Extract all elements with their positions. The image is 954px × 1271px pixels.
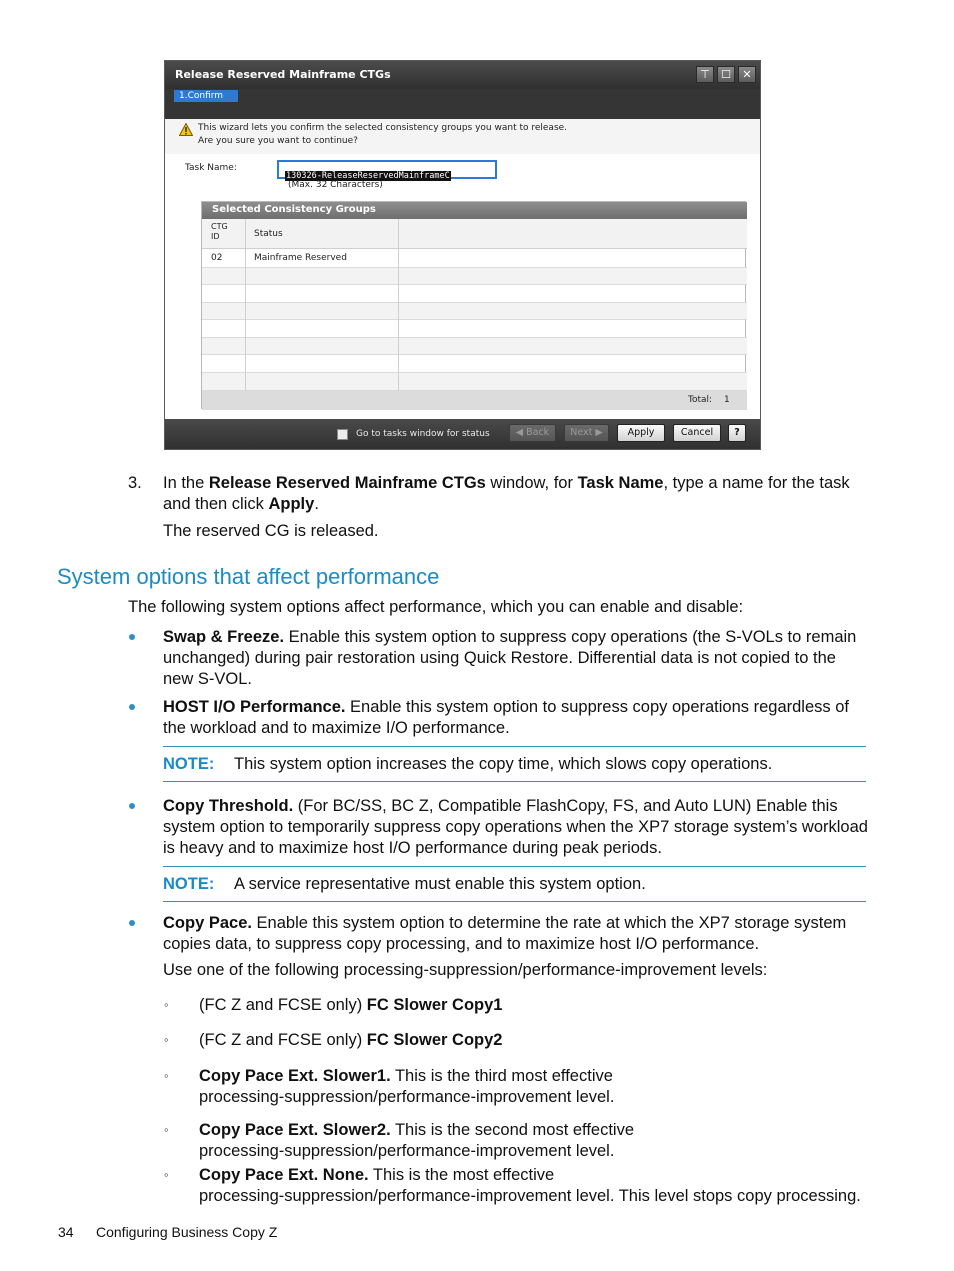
chevron-right-icon: ▶: [592, 427, 603, 438]
back-label: Back: [526, 427, 550, 438]
col-ctg-line1[interactable]: CTG: [211, 222, 228, 231]
task-name-input[interactable]: [277, 160, 497, 179]
bullet-dot: [129, 704, 135, 710]
bullet1-line3: new S-VOL.: [163, 670, 252, 688]
table-row: [202, 303, 747, 321]
step-confirm: 1.Confirm: [174, 90, 238, 102]
sub-bullet-2: (FC Z and FCSE only) FC Slower Copy2: [199, 1031, 503, 1049]
col-ctg-line2[interactable]: ID: [211, 232, 220, 241]
note2-text: A service representative must enable this system option.: [234, 875, 646, 893]
chapter-title: Configuring Business Copy Z: [96, 1224, 278, 1240]
release-ctgs-window: [164, 60, 761, 450]
warning-icon: [179, 123, 193, 136]
table-row: [202, 285, 747, 303]
bullet3-line3: is heavy and to maximize host I/O performance during peak periods.: [163, 839, 662, 857]
step3-line1: In the Release Reserved Mainframe CTGs window, for Task Name, type a name for the task: [163, 474, 850, 492]
note-label: NOTE:: [163, 875, 215, 893]
column-divider: [245, 219, 246, 391]
sub-bullet-marker: ◦: [164, 997, 169, 1012]
sub-bullet-5-line2: processing-suppression/performance-improvement level. This level stops copy processing.: [199, 1187, 861, 1205]
bullet-dot: [129, 803, 135, 809]
section-title: System options that affect performance: [57, 564, 440, 589]
apply-button[interactable]: Apply: [617, 424, 665, 442]
chevron-left-icon: ◀: [515, 427, 527, 438]
table-row: [202, 338, 747, 356]
wizard-footer: [165, 419, 761, 450]
next-button[interactable]: [564, 424, 609, 442]
sub-bullet-marker: ◦: [164, 1032, 169, 1047]
status-cell: Mainframe Reserved: [254, 253, 347, 263]
table-row: [202, 320, 747, 338]
task-name-label: Task Name:: [185, 163, 237, 173]
note-label: NOTE:: [163, 755, 215, 773]
sub-bullet-3-line2: processing-suppression/performance-improvement level.: [199, 1088, 615, 1106]
window-title: Release Reserved Mainframe CTGs: [165, 61, 761, 89]
bullet-dot: [129, 920, 135, 926]
bullet2-line2: the workload and to maximize I/O performance.: [163, 719, 510, 737]
close-icon[interactable]: ✕: [738, 66, 756, 83]
sub-bullet-marker: ◦: [164, 1068, 169, 1083]
back-button[interactable]: [509, 424, 556, 442]
bullet4-line2: copies data, to suppress copy processing, and to maximize host I/O performance.: [163, 935, 760, 953]
go-to-tasks-checkbox[interactable]: [337, 429, 348, 440]
note-rule-bottom: [163, 781, 866, 782]
section-intro: The following system options affect performance, which you can enable and disable:: [128, 598, 744, 616]
help-button[interactable]: ?: [728, 424, 746, 442]
task-name-value: 130326-ReleaseReservedMainframeC: [286, 171, 450, 181]
maximize-icon[interactable]: ☐: [717, 66, 735, 83]
task-name-hint: (Max. 32 Characters): [288, 180, 383, 190]
pin-icon[interactable]: ⊤: [696, 66, 714, 83]
next-label: Next: [570, 427, 593, 438]
table-row: [202, 268, 747, 286]
sub-bullet-4-line1: Copy Pace Ext. Slower2. This is the second most effective: [199, 1121, 635, 1139]
warning-line-1: This wizard lets you confirm the selected consistency groups you want to release.: [198, 123, 568, 133]
step-number: 3.: [128, 474, 142, 492]
bullet-dot: [129, 634, 135, 640]
note-rule-bottom: [163, 901, 866, 902]
bullet4-line3: Use one of the following processing-suppression/performance-improvement levels:: [163, 961, 768, 979]
column-divider: [398, 219, 399, 391]
step3-result: The reserved CG is released.: [163, 522, 379, 540]
consistency-groups-table: [201, 201, 746, 409]
bullet2-line1: HOST I/O Performance. Enable this system option to suppress copy operations regardless of: [163, 698, 849, 716]
sub-bullet-3-line1: Copy Pace Ext. Slower1. This is the third most effective: [199, 1067, 613, 1085]
bullet4-line1: Copy Pace. Enable this system option to determine the rate at which the XP7 storage system: [163, 914, 847, 932]
sub-bullet-marker: ◦: [164, 1122, 169, 1137]
table-row: [202, 355, 747, 373]
bullet3-line1: Copy Threshold. (For BC/SS, BC Z, Compatible FlashCopy, FS, and Auto LUN) Enable this: [163, 797, 838, 815]
warning-line-2: Are you sure you want to continue?: [198, 136, 358, 146]
page-number: 34: [58, 1224, 74, 1240]
table-header: [202, 219, 747, 249]
note-rule-top: [163, 866, 866, 867]
sub-bullet-marker: ◦: [164, 1167, 169, 1182]
table-row[interactable]: [202, 250, 747, 268]
bullet1-line2: unchanged) during pair restoration using Quick Restore. Differential data is not copied to the: [163, 649, 836, 667]
total-bar: [202, 391, 747, 410]
total-value: 1: [724, 395, 730, 405]
wizard-step-bar: [165, 89, 761, 119]
sub-bullet-5-line1: Copy Pace Ext. None. This is the most effective: [199, 1166, 555, 1184]
cancel-button[interactable]: Cancel: [673, 424, 721, 442]
sub-bullet-4-line2: processing-suppression/performance-improvement level.: [199, 1142, 615, 1160]
go-to-tasks-label: Go to tasks window for status: [356, 429, 490, 439]
table-row: [202, 373, 747, 391]
note-rule-top: [163, 746, 866, 747]
note1-text: This system option increases the copy time, which slows copy operations.: [234, 755, 773, 773]
step3-line2: and then click Apply.: [163, 495, 319, 513]
ctg-id-cell: 02: [211, 253, 223, 263]
sub-bullet-1: (FC Z and FCSE only) FC Slower Copy1: [199, 996, 503, 1014]
total-label: Total:: [688, 395, 713, 405]
bullet1-line1: Swap & Freeze. Enable this system option to suppress copy operations (the S-VOLs to remain: [163, 628, 857, 646]
col-status[interactable]: Status: [254, 229, 283, 239]
bullet3-line2: system option to temporarily suppress copy operations when the XP7 storage system’s workload: [163, 818, 868, 836]
table-title: Selected Consistency Groups: [202, 202, 747, 219]
